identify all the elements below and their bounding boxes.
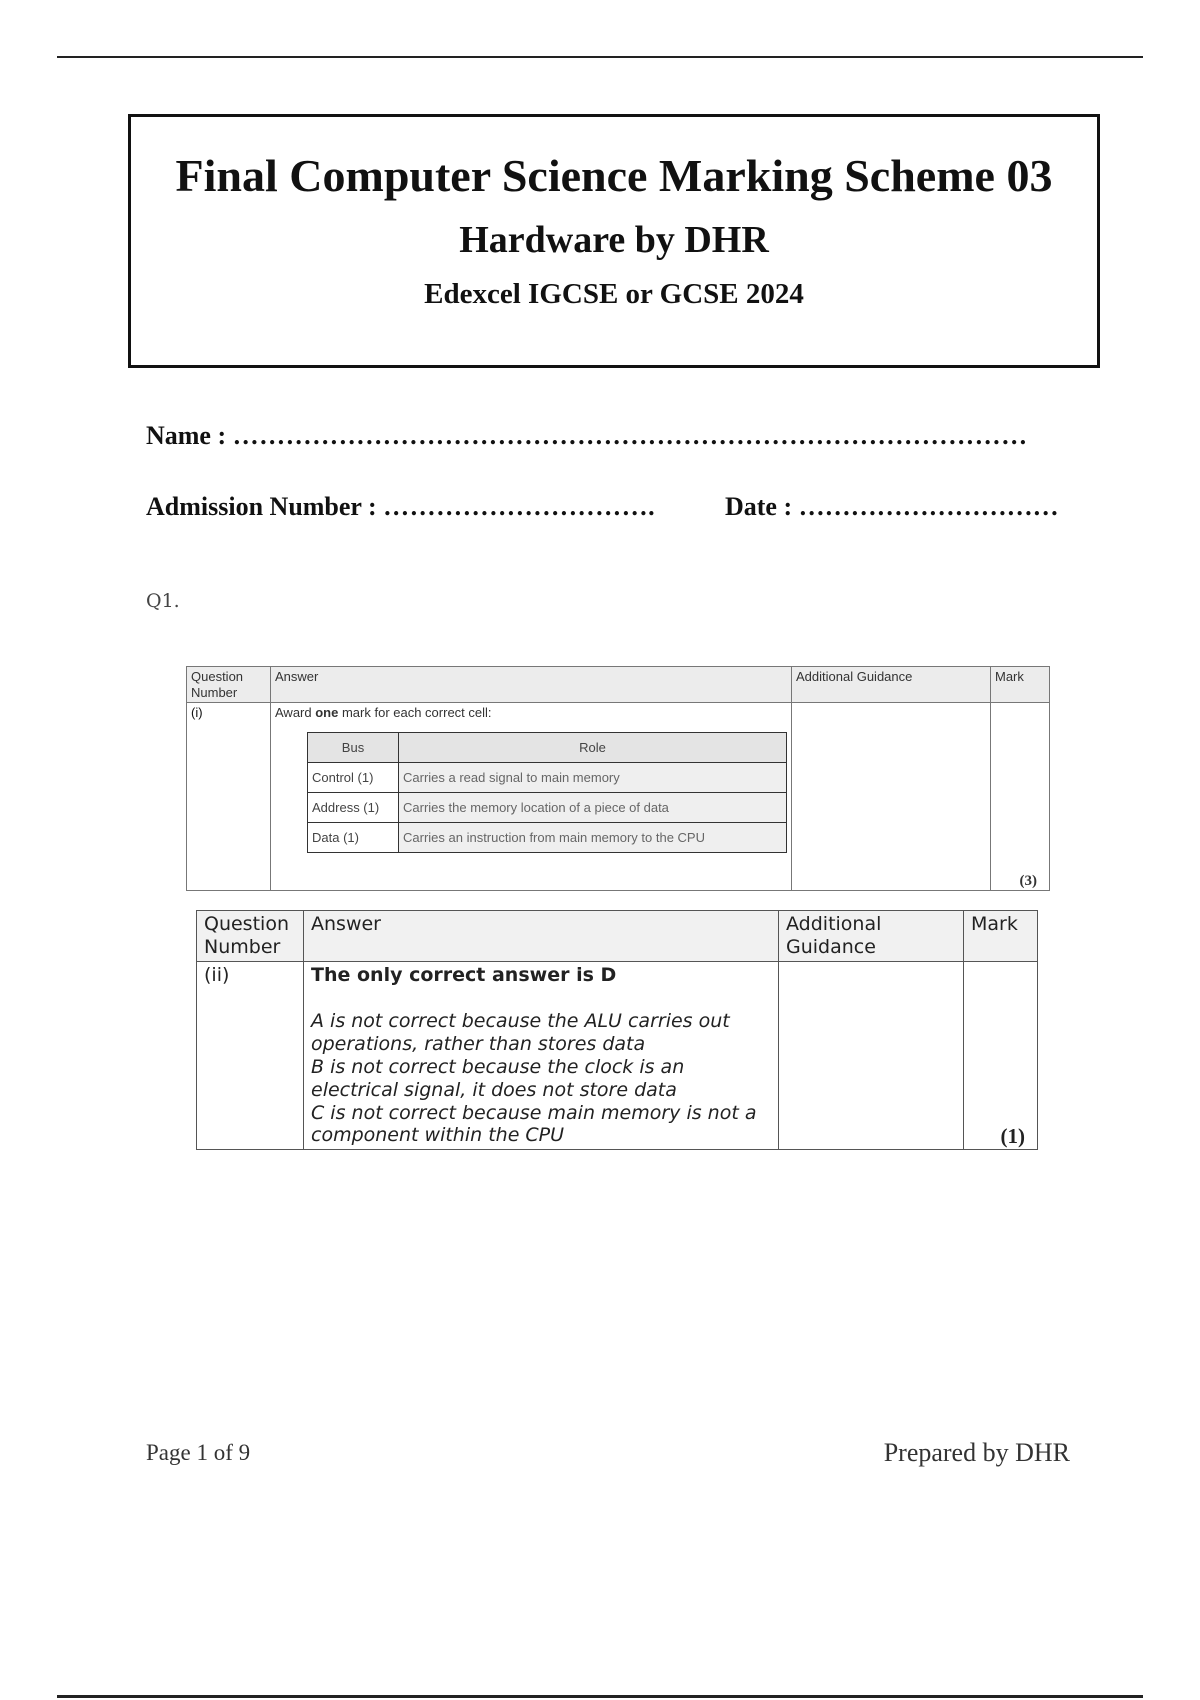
header-answer: Answer [271, 667, 792, 703]
table-row [308, 793, 787, 823]
role-cell: Carries a read signal to main memory [399, 763, 787, 793]
inner-header-bus: Bus [308, 733, 399, 763]
exam-label: Edexcel IGCSE or GCSE 2024 [424, 278, 804, 311]
correct-answer: The only correct answer is D [311, 963, 617, 986]
header-additional-guidance: Additional Guidance [792, 667, 991, 703]
bus-cell: Control (1) [308, 763, 399, 793]
name-field[interactable] [146, 421, 1028, 451]
mark-table-part-ii [196, 910, 1038, 1150]
document-subtitle: Hardware by DHR [459, 218, 769, 261]
name-label: Name : [146, 421, 227, 450]
header-answer: Answer [304, 911, 779, 962]
question-number-i: (i) [187, 703, 271, 891]
explanation-c: C is not correct because main memory is not a component within the CPU [311, 1101, 757, 1147]
bus-role-table [307, 732, 787, 853]
mark-cell-i [991, 703, 1050, 891]
date-field[interactable] [725, 492, 1059, 522]
header-additional-guidance: Additional Guidance [779, 911, 964, 962]
question-label: Q1. [146, 590, 180, 612]
admission-dots: …………………………. [383, 492, 656, 521]
guidance-cell-i [792, 703, 991, 891]
date-dots: ………………………… [798, 492, 1059, 521]
title-box [128, 114, 1100, 368]
instruction-text: Award one mark for each correct cell: [275, 705, 492, 721]
question-number-ii: (ii) [197, 961, 304, 1150]
answer-cell-i [271, 703, 792, 891]
table-row [308, 823, 787, 853]
explanation-b: B is not correct because the clock is an electrical signal, it does not store data [311, 1055, 685, 1101]
top-rule [57, 56, 1143, 58]
admission-field[interactable] [146, 492, 655, 522]
page-number: Page 1 of 9 [146, 1440, 251, 1465]
answer-cell-ii [304, 961, 779, 1150]
header-question-number: Question Number [197, 911, 304, 962]
mark-table-part-i [186, 666, 1050, 891]
explanation-a: A is not correct because the ALU carries out operations, rather than stores data [311, 1010, 730, 1056]
inner-header-role: Role [399, 733, 787, 763]
role-cell: Carries the memory location of a piece of data [399, 793, 787, 823]
guidance-cell-ii [779, 961, 964, 1150]
header-mark: Mark [964, 911, 1038, 962]
date-label: Date : [725, 492, 793, 521]
bottom-rule [57, 1695, 1143, 1698]
bus-cell: Data (1) [308, 823, 399, 853]
role-cell: Carries an instruction from main memory to the CPU [399, 823, 787, 853]
bus-cell: Address (1) [308, 793, 399, 823]
header-question-number: Question Number [187, 667, 271, 703]
name-dots: ……………………………………………………………………………… [232, 421, 1028, 450]
header-mark: Mark [991, 667, 1050, 703]
admission-label: Admission Number : [146, 492, 377, 521]
prepared-by: Prepared by DHR [883, 1438, 1070, 1467]
mark-value-ii: (1) [1000, 1123, 1025, 1148]
mark-cell-ii [964, 961, 1038, 1150]
mark-value-i: (3) [1019, 873, 1037, 890]
document-title: Final Computer Science Marking Scheme 03 [175, 150, 1053, 201]
table-row [308, 763, 787, 793]
